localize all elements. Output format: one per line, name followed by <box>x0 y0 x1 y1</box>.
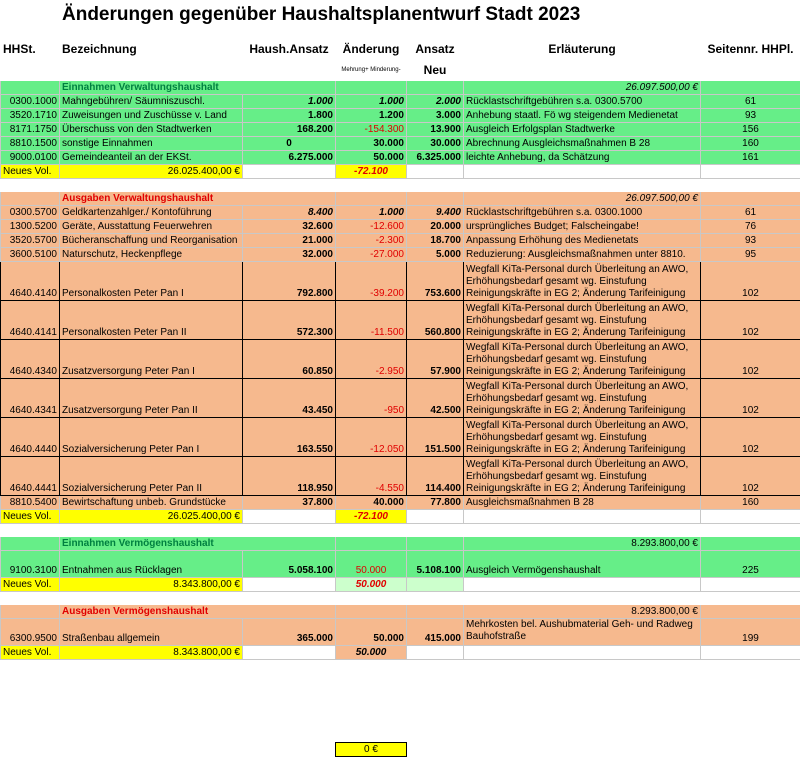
col-neu: Neu <box>407 60 464 81</box>
section-evm-heading <box>1 537 800 551</box>
section-av-heading <box>1 192 800 206</box>
section-title: Ausgaben Verwaltungshaushalt <box>60 192 336 206</box>
col-ansatz: Haush.Ansatz <box>243 39 336 60</box>
neues-vol-row <box>1 578 800 592</box>
section-ev-heading <box>1 81 800 95</box>
neues-vol-change: -72.100 <box>336 510 407 524</box>
table-row[interactable]: 6300.9500 Straßenbau allgemein 365.000 50.000 415.000 Mehrkosten bel. Aushubmaterial Geh- und Radweg Bauhofstraße 199 <box>1 619 800 646</box>
final-balance: 0 € <box>335 742 407 757</box>
table-row[interactable]: 9100.3100 Entnahmen aus Rücklagen 5.058.100 50.000 5.108.100 Ausgleich Vermögenshaushalt 225 <box>1 551 800 578</box>
table-row[interactable]: 0300.1000 Mahngebühren/ Säumniszuschl. 1.000 1.000 2.000 Rücklastschriftgebühren s.a. 0300.5700 61 <box>1 95 800 109</box>
neues-vol-label: Neues Vol. <box>1 510 60 524</box>
neues-vol-value: 26.025.400,00 € <box>60 165 243 179</box>
neues-vol-row <box>1 165 800 179</box>
table-row[interactable]: 4640.4440 Sozialversicherung Peter Pan I 163.550 -12.050 151.500 Wegfall KiTa-Personal durch Überleitung an AWO, Erhöhungsbedarf gesamt wg. Einstufung Reinigungskräfte in EG 2; Änderung Tarifeinigung 102 <box>1 418 800 457</box>
section-total: 8.293.800,00 € <box>464 537 701 551</box>
col-aenderung: Änderung <box>336 39 407 60</box>
neues-vol-row <box>1 646 800 660</box>
col-bezeichnung: Bezeichnung <box>60 39 243 60</box>
table-row[interactable]: 1300.5200 Geräte, Ausstattung Feuerwehren 32.600 -12.600 20.000 ursprüngliches Budget; Falscheingabe! 76 <box>1 220 800 234</box>
col-ansatz-neu: Ansatz <box>407 39 464 60</box>
table-row[interactable]: 8810.5400 Bewirtschaftung unbeb. Grundstücke 37.800 40.000 77.800 Ausgleichsmaßnahmen B 28 160 <box>1 496 800 510</box>
section-avm-heading <box>1 605 800 619</box>
neues-vol-label: Neues Vol. <box>1 646 60 660</box>
section-title: Einnahmen Verwaltungshaushalt <box>60 81 336 95</box>
subheader-row <box>1 60 800 81</box>
table-row[interactable]: 0300.5700 Geldkartenzahlger./ Kontoführung 8.400 1.000 9.400 Rücklastschriftgebühren s.a. 0300.1000 61 <box>1 206 800 220</box>
col-seitennr: Seitennr. HHPl. <box>701 39 800 60</box>
section-total: 8.293.800,00 € <box>464 605 701 619</box>
page-title: Änderungen gegenüber Haushaltsplanentwurf Stadt 2023 <box>62 4 581 25</box>
neues-vol-value: 8.343.800,00 € <box>60 578 243 592</box>
col-erlaeuterung: Erläuterung <box>464 39 701 60</box>
mehrung-note: Mehrung+ Minderung- <box>336 60 407 81</box>
section-title: Ausgaben Vermögenshaushalt <box>60 605 336 619</box>
table-row[interactable]: 8171.1750 Überschuss von den Stadtwerken 168.200 -154.300 13.900 Ausgleich Erfolgsplan Stadtwerke 156 <box>1 123 800 137</box>
table-row[interactable]: 3520.1710 Zuweisungen und Zuschüsse v. Land 1.800 1.200 3.000 Anhebung staatl. Fö wg steigendem Medienetat 93 <box>1 109 800 123</box>
neues-vol-row <box>1 510 800 524</box>
table-row[interactable]: 4640.4340 Zusatzversorgung Peter Pan I 60.850 -2.950 57.900 Wegfall KiTa-Personal durch Überleitung an AWO, Erhöhungsbedarf gesamt wg. Einstufung Reinigungskräfte in EG 2; Änderung Tarifeinigung 102 <box>1 340 800 379</box>
neues-vol-value: 26.025.400,00 € <box>60 510 243 524</box>
table-row[interactable]: 4640.4141 Personalkosten Peter Pan II 572.300 -11.500 560.800 Wegfall KiTa-Personal durch Überleitung an AWO, Erhöhungsbedarf gesamt wg. Einstufung Reinigungskräfte in EG 2; Änderung Tarifeinigung 102 <box>1 301 800 340</box>
budget-table <box>0 38 800 660</box>
neues-vol-change: 50.000 <box>336 578 407 592</box>
neues-vol-change: 50.000 <box>336 646 407 660</box>
table-row[interactable]: 3520.5700 Bücheranschaffung und Reorganisation 21.000 -2.300 18.700 Anpassung Erhöhung des Medienetats 93 <box>1 234 800 248</box>
col-hhst: HHSt. <box>1 39 60 60</box>
table-row[interactable]: 8810.1500 sonstige Einnahmen 0 30.000 30.000 Abrechnung Ausgleichsmaßnahmen B 28 160 <box>1 137 800 151</box>
table-row[interactable]: 9000.0100 Gemeindeanteil an der EKSt. 6.275.000 50.000 6.325.000 leichte Anhebung, da Schätzung 161 <box>1 151 800 165</box>
neues-vol-label: Neues Vol. <box>1 165 60 179</box>
neues-vol-label: Neues Vol. <box>1 578 60 592</box>
header-row <box>1 39 800 60</box>
table-row[interactable]: 4640.4441 Sozialversicherung Peter Pan II 118.950 -4.550 114.400 Wegfall KiTa-Personal durch Überleitung an AWO, Erhöhungsbedarf gesamt wg. Einstufung Reinigungskräfte in EG 2; Änderung Tarifeinigung 102 <box>1 457 800 496</box>
section-title: Einnahmen Vermögenshaushalt <box>60 537 336 551</box>
table-row[interactable]: 4640.4341 Zusatzversorgung Peter Pan II 43.450 -950 42.500 Wegfall KiTa-Personal durch Überleitung an AWO, Erhöhungsbedarf gesamt wg. Einstufung Reinigungskräfte in EG 2; Änderung Tarifeinigung 102 <box>1 379 800 418</box>
neues-vol-change: -72.100 <box>336 165 407 179</box>
section-total: 26.097.500,00 € <box>464 192 701 206</box>
table-row[interactable]: 3600.5100 Naturschutz, Heckenpflege 32.000 -27.000 5.000 Reduzierung: Ausgleichsmaßnahmen unter 8810. 95 <box>1 248 800 262</box>
neues-vol-value: 8.343.800,00 € <box>60 646 243 660</box>
section-total: 26.097.500,00 € <box>464 81 701 95</box>
table-row[interactable]: 4640.4140 Personalkosten Peter Pan I 792.800 -39.200 753.600 Wegfall KiTa-Personal durch Überleitung an AWO, Erhöhungsbedarf gesamt wg. Einstufung Reinigungskräfte in EG 2; Änderung Tarifeinigung 102 <box>1 262 800 301</box>
